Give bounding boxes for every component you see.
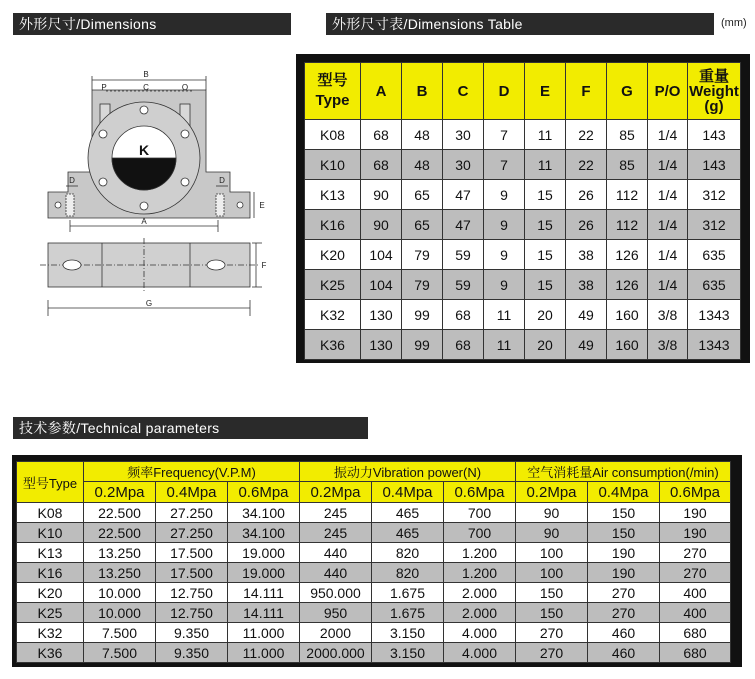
table-row <box>305 240 741 270</box>
value-cell: 700 <box>444 523 516 543</box>
value-cell: 38 <box>566 240 607 270</box>
value-cell: 2.000 <box>444 583 516 603</box>
value-cell: 190 <box>588 543 660 563</box>
model-cell: K16 <box>305 210 361 240</box>
label-d2: D <box>219 176 225 185</box>
value-cell: 10.000 <box>84 583 156 603</box>
value-cell: 9.350 <box>156 643 228 663</box>
technical-pressure-row <box>17 482 731 503</box>
value-cell: 130 <box>361 300 402 330</box>
pressure-head: 0.6Mpa <box>228 482 300 503</box>
value-cell: 100 <box>516 543 588 563</box>
unit-label: (mm) <box>721 17 747 29</box>
value-cell: 143 <box>688 120 741 150</box>
col-f-head: F <box>566 63 607 120</box>
value-cell: 1/4 <box>648 150 688 180</box>
value-cell: 85 <box>607 120 648 150</box>
value-cell: 15 <box>525 210 566 240</box>
label-b: B <box>143 70 149 79</box>
technical-header: 技术参数/Technical parameters <box>13 417 368 439</box>
value-cell: 19.000 <box>228 543 300 563</box>
table-row <box>17 623 731 643</box>
value-cell: 34.100 <box>228 523 300 543</box>
col-weight-head: 重量 Weight (g) <box>688 63 741 120</box>
value-cell: 820 <box>372 563 444 583</box>
value-cell: 14.111 <box>228 583 300 603</box>
value-cell: 2000 <box>300 623 372 643</box>
value-cell: 3.150 <box>372 643 444 663</box>
value-cell: 1343 <box>688 300 741 330</box>
value-cell: 12.750 <box>156 583 228 603</box>
value-cell: 99 <box>402 330 443 360</box>
value-cell: 48 <box>402 150 443 180</box>
value-cell: 27.250 <box>156 523 228 543</box>
table-row <box>305 180 741 210</box>
value-cell: 820 <box>372 543 444 563</box>
value-cell: 11 <box>484 330 525 360</box>
value-cell: 190 <box>588 563 660 583</box>
value-cell: 7 <box>484 120 525 150</box>
value-cell: 90 <box>516 523 588 543</box>
value-cell: 65 <box>402 210 443 240</box>
value-cell: 11 <box>484 300 525 330</box>
value-cell: 3/8 <box>648 330 688 360</box>
model-cell: K20 <box>17 583 84 603</box>
value-cell: 143 <box>688 150 741 180</box>
value-cell: 950 <box>300 603 372 623</box>
label-p: P <box>101 83 107 92</box>
pressure-head: 0.2Mpa <box>84 482 156 503</box>
value-cell: 26 <box>566 180 607 210</box>
model-cell: K32 <box>305 300 361 330</box>
value-cell: 1/4 <box>648 180 688 210</box>
value-cell: 85 <box>607 150 648 180</box>
value-cell: 47 <box>443 210 484 240</box>
value-cell: 400 <box>660 603 731 623</box>
value-cell: 312 <box>688 180 741 210</box>
value-cell: 49 <box>566 300 607 330</box>
value-cell: 440 <box>300 543 372 563</box>
label-f: F <box>261 261 267 270</box>
group-air: 空气消耗量Air consumption(/min) <box>516 462 731 482</box>
value-cell: 1/4 <box>648 270 688 300</box>
table-row <box>305 270 741 300</box>
dimensions-table-frame <box>296 54 750 363</box>
value-cell: 400 <box>660 583 731 603</box>
label-d: D <box>69 176 75 185</box>
value-cell: 100 <box>516 563 588 583</box>
value-cell: 90 <box>361 180 402 210</box>
value-cell: 270 <box>588 583 660 603</box>
value-cell: 950.000 <box>300 583 372 603</box>
value-cell: 635 <box>688 240 741 270</box>
pressure-head: 0.4Mpa <box>588 482 660 503</box>
value-cell: 245 <box>300 523 372 543</box>
value-cell: 3.150 <box>372 623 444 643</box>
value-cell: 4.000 <box>444 623 516 643</box>
value-cell: 17.500 <box>156 543 228 563</box>
value-cell: 13.250 <box>84 563 156 583</box>
value-cell: 2.000 <box>444 603 516 623</box>
technical-table <box>16 461 731 663</box>
col-po-head: P/O <box>648 63 688 120</box>
table-row <box>17 603 731 623</box>
col-type-head: 型号 Type <box>305 63 361 120</box>
value-cell: 12.750 <box>156 603 228 623</box>
value-cell: 13.250 <box>84 543 156 563</box>
value-cell: 68 <box>443 300 484 330</box>
value-cell: 680 <box>660 623 731 643</box>
label-k: K <box>138 142 150 158</box>
model-cell: K08 <box>305 120 361 150</box>
value-cell: 7.500 <box>84 643 156 663</box>
value-cell: 190 <box>660 523 731 543</box>
value-cell: 700 <box>444 503 516 523</box>
value-cell: 112 <box>607 180 648 210</box>
value-cell: 22 <box>566 150 607 180</box>
value-cell: 460 <box>588 623 660 643</box>
value-cell: 150 <box>516 583 588 603</box>
value-cell: 9 <box>484 210 525 240</box>
model-cell: K36 <box>305 330 361 360</box>
technical-group-row <box>17 462 731 482</box>
value-cell: 15 <box>525 180 566 210</box>
col-e-head: E <box>525 63 566 120</box>
table-row <box>305 300 741 330</box>
model-cell: K10 <box>305 150 361 180</box>
value-cell: 1/4 <box>648 120 688 150</box>
value-cell: 11 <box>525 120 566 150</box>
value-cell: 1.200 <box>444 563 516 583</box>
value-cell: 465 <box>372 523 444 543</box>
value-cell: 14.111 <box>228 603 300 623</box>
value-cell: 19.000 <box>228 563 300 583</box>
dimension-drawing <box>30 60 270 325</box>
label-e: E <box>259 201 265 210</box>
value-cell: 7.500 <box>84 623 156 643</box>
value-cell: 1343 <box>688 330 741 360</box>
value-cell: 15 <box>525 240 566 270</box>
value-cell: 130 <box>361 330 402 360</box>
value-cell: 59 <box>443 270 484 300</box>
model-cell: K32 <box>17 623 84 643</box>
value-cell: 190 <box>660 503 731 523</box>
value-cell: 104 <box>361 240 402 270</box>
value-cell: 79 <box>402 240 443 270</box>
value-cell: 1/4 <box>648 210 688 240</box>
value-cell: 160 <box>607 330 648 360</box>
value-cell: 11.000 <box>228 623 300 643</box>
value-cell: 38 <box>566 270 607 300</box>
model-cell: K10 <box>17 523 84 543</box>
value-cell: 11 <box>525 150 566 180</box>
value-cell: 440 <box>300 563 372 583</box>
value-cell: 90 <box>361 210 402 240</box>
table-row <box>305 150 741 180</box>
value-cell: 27.250 <box>156 503 228 523</box>
table-row <box>17 643 731 663</box>
table-row <box>17 563 731 583</box>
value-cell: 7 <box>484 150 525 180</box>
value-cell: 3/8 <box>648 300 688 330</box>
value-cell: 34.100 <box>228 503 300 523</box>
model-cell: K16 <box>17 563 84 583</box>
col-a-head: A <box>361 63 402 120</box>
value-cell: 9.350 <box>156 623 228 643</box>
value-cell: 99 <box>402 300 443 330</box>
value-cell: 150 <box>516 603 588 623</box>
value-cell: 11.000 <box>228 643 300 663</box>
value-cell: 680 <box>660 643 731 663</box>
value-cell: 1.200 <box>444 543 516 563</box>
col-c-head: C <box>443 63 484 120</box>
value-cell: 20 <box>525 300 566 330</box>
value-cell: 126 <box>607 270 648 300</box>
value-cell: 9 <box>484 180 525 210</box>
value-cell: 150 <box>588 503 660 523</box>
pressure-head: 0.6Mpa <box>660 482 731 503</box>
value-cell: 65 <box>402 180 443 210</box>
value-cell: 17.500 <box>156 563 228 583</box>
table-row <box>17 523 731 543</box>
value-cell: 10.000 <box>84 603 156 623</box>
value-cell: 270 <box>660 543 731 563</box>
value-cell: 59 <box>443 240 484 270</box>
value-cell: 270 <box>516 643 588 663</box>
value-cell: 30 <box>443 150 484 180</box>
table-row <box>305 120 741 150</box>
value-cell: 48 <box>402 120 443 150</box>
value-cell: 22 <box>566 120 607 150</box>
model-cell: K08 <box>17 503 84 523</box>
pressure-head: 0.4Mpa <box>156 482 228 503</box>
value-cell: 160 <box>607 300 648 330</box>
label-c: C <box>143 83 149 92</box>
value-cell: 9 <box>484 240 525 270</box>
dimensions-head-row <box>305 63 741 120</box>
value-cell: 1.675 <box>372 603 444 623</box>
table-row <box>17 543 731 563</box>
table-row <box>17 583 731 603</box>
technical-table-frame <box>12 455 742 667</box>
value-cell: 2000.000 <box>300 643 372 663</box>
value-cell: 22.500 <box>84 523 156 543</box>
col-g-head: G <box>607 63 648 120</box>
value-cell: 68 <box>361 150 402 180</box>
tech-type-head: 型号Type <box>17 462 84 503</box>
value-cell: 90 <box>516 503 588 523</box>
pressure-head: 0.4Mpa <box>372 482 444 503</box>
value-cell: 1/4 <box>648 240 688 270</box>
value-cell: 150 <box>588 523 660 543</box>
value-cell: 312 <box>688 210 741 240</box>
value-cell: 20 <box>525 330 566 360</box>
value-cell: 26 <box>566 210 607 240</box>
table-row <box>305 330 741 360</box>
table-row <box>17 503 731 523</box>
value-cell: 1.675 <box>372 583 444 603</box>
label-a: A <box>141 217 147 226</box>
value-cell: 245 <box>300 503 372 523</box>
label-o: O <box>181 83 189 92</box>
value-cell: 79 <box>402 270 443 300</box>
value-cell: 126 <box>607 240 648 270</box>
dimensions-table <box>304 62 741 360</box>
value-cell: 47 <box>443 180 484 210</box>
value-cell: 460 <box>588 643 660 663</box>
value-cell: 635 <box>688 270 741 300</box>
model-cell: K25 <box>17 603 84 623</box>
value-cell: 104 <box>361 270 402 300</box>
group-frequency: 频率Frequency(V.P.M) <box>84 462 300 482</box>
col-d-head: D <box>484 63 525 120</box>
value-cell: 30 <box>443 120 484 150</box>
table-row <box>305 210 741 240</box>
model-cell: K25 <box>305 270 361 300</box>
model-cell: K13 <box>305 180 361 210</box>
value-cell: 22.500 <box>84 503 156 523</box>
value-cell: 465 <box>372 503 444 523</box>
value-cell: 68 <box>361 120 402 150</box>
value-cell: 9 <box>484 270 525 300</box>
value-cell: 49 <box>566 330 607 360</box>
value-cell: 112 <box>607 210 648 240</box>
label-g: G <box>145 299 153 308</box>
group-vibration: 振动力Vibration power(N) <box>300 462 516 482</box>
value-cell: 68 <box>443 330 484 360</box>
pressure-head: 0.2Mpa <box>516 482 588 503</box>
col-b-head: B <box>402 63 443 120</box>
value-cell: 270 <box>660 563 731 583</box>
model-cell: K13 <box>17 543 84 563</box>
value-cell: 270 <box>516 623 588 643</box>
model-cell: K20 <box>305 240 361 270</box>
model-cell: K36 <box>17 643 84 663</box>
value-cell: 15 <box>525 270 566 300</box>
dimensions-table-header: 外形尺寸表/Dimensions Table <box>326 13 714 35</box>
pressure-head: 0.2Mpa <box>300 482 372 503</box>
pressure-head: 0.6Mpa <box>444 482 516 503</box>
value-cell: 4.000 <box>444 643 516 663</box>
dimensions-header: 外形尺寸/Dimensions <box>13 13 291 35</box>
value-cell: 270 <box>588 603 660 623</box>
